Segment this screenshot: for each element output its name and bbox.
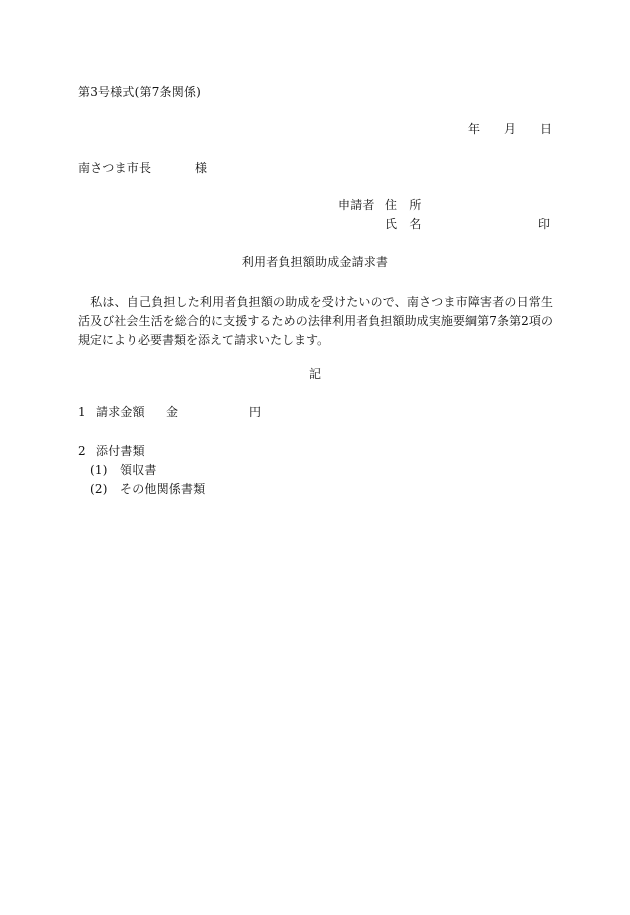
item2-label: 添付書類 bbox=[96, 444, 145, 458]
seal-label: 印 bbox=[538, 217, 551, 231]
subitem-label: 領収書 bbox=[120, 463, 157, 477]
addressee-name: 南さつま市長 bbox=[78, 161, 152, 175]
item1-label: 請求金額 bbox=[96, 405, 145, 419]
addressee-honorific: 様 bbox=[195, 161, 208, 175]
item2-number: 2 bbox=[78, 444, 86, 458]
body-paragraph: 私は、自己負担した利用者負担額の助成を受けたいので、南さつま市障害者の日常生活及び社会生活を総合的に支援するための法律利用者負担額助成実施要綱第7条第2項の規定により必要書類を添えて請求いたします。 bbox=[78, 295, 553, 347]
item1-prefix: 金 bbox=[166, 405, 179, 419]
form-number: 第3号様式(第7条関係) bbox=[78, 85, 202, 99]
item1-suffix: 円 bbox=[249, 405, 262, 419]
applicant-label: 申請者 bbox=[338, 198, 375, 212]
date-month-label: 月 bbox=[504, 122, 517, 136]
date-day-label: 日 bbox=[540, 122, 553, 136]
subitem-number: (1) bbox=[90, 463, 108, 477]
item1-number: 1 bbox=[78, 405, 86, 419]
subitem-label: その他関係書類 bbox=[120, 482, 206, 496]
name-label: 氏 名 bbox=[385, 217, 422, 231]
document-title: 利用者負担額助成金請求書 bbox=[241, 255, 389, 269]
ki-heading: 記 bbox=[309, 367, 322, 381]
subitem-number: (2) bbox=[90, 482, 108, 496]
address-label: 住 所 bbox=[385, 198, 422, 212]
date-year-label: 年 bbox=[468, 122, 481, 136]
